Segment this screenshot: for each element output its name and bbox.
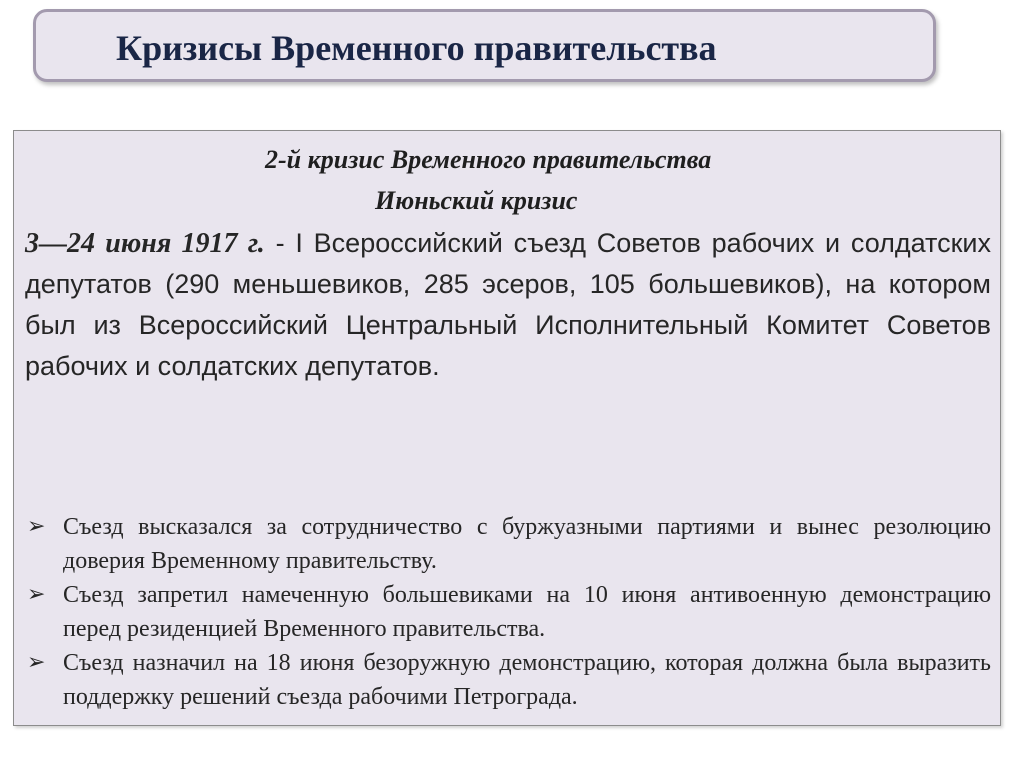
list-item-text: Съезд назначил на 18 июня безоружную демонстрацию, которая должна была выразить поддержку решений съезда рабочими Петрограда. <box>63 650 991 710</box>
section-subtitle-crisis-name: Июньский кризис <box>375 186 578 215</box>
arrow-bullet-icon: ➢ <box>27 514 46 539</box>
content-panel <box>13 130 1001 726</box>
event-date: 3—24 июня 1917 г. <box>25 228 265 259</box>
list-item-text: Съезд запретил намеченную большевиками на 10 июня антивоенную демонстрацию перед резиденцией Временного правительства. <box>63 582 991 642</box>
main-paragraph-text: - I Всероссийский съезд Советов рабочих и солдатских депутатов (290 меньшевиков, 285 эсеров, 105 большевиков), на котором был из Всероссийский Центральный Исполнительный Комитет Советов рабочих и солдатских депутатов. <box>25 228 992 381</box>
section-subtitle: 2-й кризис Временного правительства <box>265 145 712 174</box>
bullet-list <box>25 510 991 714</box>
list-item-text: Съезд высказался за сотрудничество с буржуазными партиями и вынес резолюцию доверия Временному правительству. <box>63 514 991 574</box>
arrow-bullet-icon: ➢ <box>27 582 46 607</box>
main-paragraph <box>25 223 991 387</box>
list-item <box>25 578 991 646</box>
title-box <box>33 9 936 82</box>
list-item <box>25 646 991 714</box>
list-item <box>25 510 991 578</box>
arrow-bullet-icon: ➢ <box>27 650 46 675</box>
slide-title: Кризисы Временного правительства <box>116 28 717 68</box>
